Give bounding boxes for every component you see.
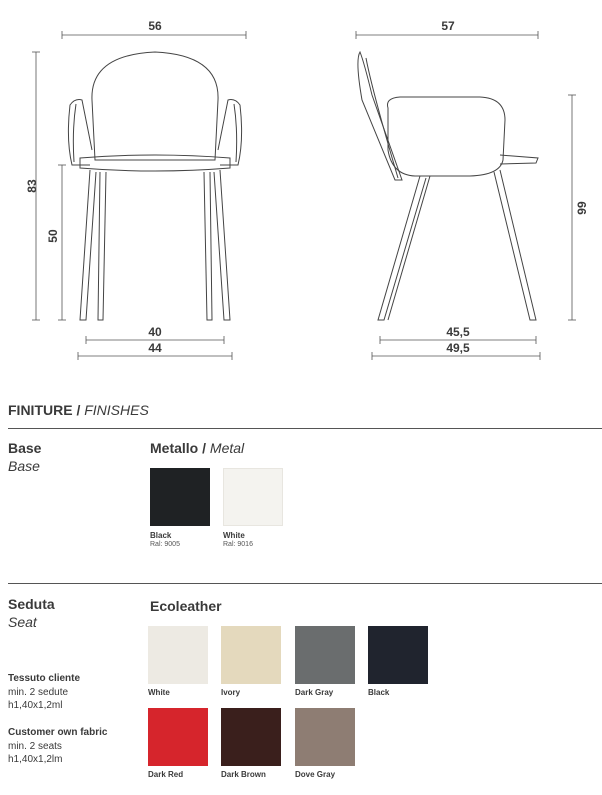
base-label-it: Base bbox=[8, 440, 42, 456]
dim-front-inner: 40 bbox=[148, 325, 162, 339]
swatch-seat-ivory[interactable] bbox=[221, 626, 281, 684]
dim-seat-height: 50 bbox=[46, 229, 60, 243]
finishes-title-en: FINISHES bbox=[84, 402, 149, 418]
seat-label-it: Seduta bbox=[8, 596, 55, 612]
swatch-seat-white-name: White bbox=[148, 688, 170, 697]
swatch-seat-dark-gray-name: Dark Gray bbox=[295, 688, 334, 697]
note-en-line-2: h1,40x1,2lm bbox=[8, 754, 63, 765]
base-label-en: Base bbox=[8, 458, 40, 474]
swatch-seat-black-name: Black bbox=[368, 688, 390, 697]
swatch-seat-dark-red-name: Dark Red bbox=[148, 770, 184, 779]
swatch-seat-dove-gray-name: Dove Gray bbox=[295, 770, 336, 779]
seat-label-en: Seat bbox=[8, 614, 37, 630]
swatch-seat-dark-brown-name: Dark Brown bbox=[221, 770, 266, 779]
swatch-seat-dark-brown[interactable] bbox=[221, 708, 281, 766]
dim-side-height: 99 bbox=[575, 201, 589, 215]
technical-drawing bbox=[0, 0, 602, 370]
dim-front-height: 83 bbox=[25, 179, 39, 193]
dim-side-inner: 45,5 bbox=[446, 325, 470, 339]
swatch-seat-black[interactable] bbox=[368, 626, 428, 684]
seat-divider bbox=[8, 583, 602, 584]
dim-side-depth: 57 bbox=[441, 19, 455, 33]
swatch-base-black-name: Black bbox=[150, 531, 172, 540]
finishes-divider bbox=[8, 428, 602, 429]
note-it-line-1: min. 2 sedute bbox=[8, 687, 69, 698]
swatch-base-white-name: White bbox=[223, 531, 245, 540]
swatch-base-white[interactable] bbox=[223, 468, 283, 526]
front-dimension-lines bbox=[32, 31, 246, 360]
note-it-line-2: h1,40x1,2ml bbox=[8, 700, 63, 711]
swatch-seat-dark-gray[interactable] bbox=[295, 626, 355, 684]
dim-side-base: 49,5 bbox=[446, 341, 470, 355]
swatch-seat-white[interactable] bbox=[148, 626, 208, 684]
finishes-title-it: FINITURE / bbox=[8, 402, 81, 418]
side-dimension-lines bbox=[356, 31, 576, 360]
front-view-chair bbox=[68, 52, 241, 320]
metal-group-title bbox=[150, 440, 244, 456]
note-it-title: Tessuto cliente bbox=[8, 673, 81, 684]
swatch-seat-dark-red[interactable] bbox=[148, 708, 208, 766]
swatch-seat-dove-gray[interactable] bbox=[295, 708, 355, 766]
ecoleather-group-title: Ecoleather bbox=[150, 598, 222, 614]
metal-group-it: Metallo / bbox=[150, 440, 207, 456]
dim-front-base: 44 bbox=[148, 341, 162, 355]
swatch-base-white-code: Ral: 9016 bbox=[223, 541, 253, 548]
swatch-base-black-code: Ral: 9005 bbox=[150, 541, 180, 548]
side-view-chair bbox=[358, 52, 538, 320]
note-en-title: Customer own fabric bbox=[8, 727, 108, 738]
swatch-base-black[interactable] bbox=[150, 468, 210, 526]
dim-front-width: 56 bbox=[148, 19, 162, 33]
swatch-seat-ivory-name: Ivory bbox=[221, 688, 241, 697]
finishes-heading bbox=[8, 402, 149, 418]
note-en-line-1: min. 2 seats bbox=[8, 741, 62, 752]
metal-group-en: Metal bbox=[209, 440, 245, 456]
